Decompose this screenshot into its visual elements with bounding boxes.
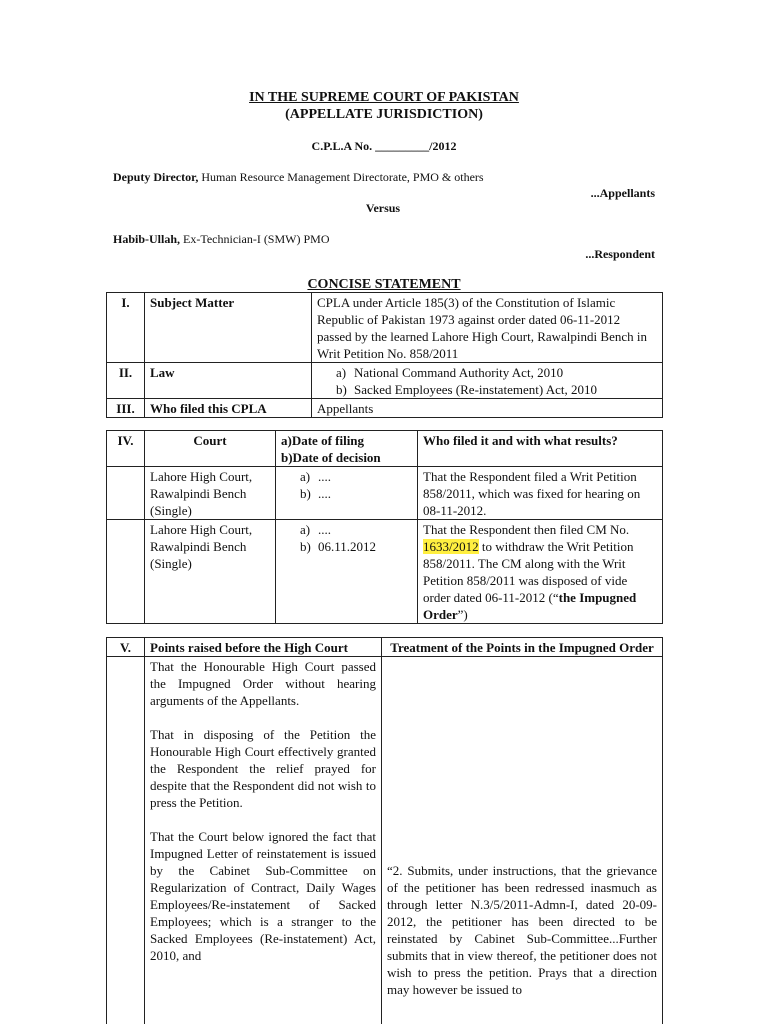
treatment-paragraph: “2. Submits, under instructions, that the grievance of the petitioner has been redressed inasmuch as through letter N.3/5/2011-Admn-I, dated 20-09-2012, the petitioner has been directed to be reinstated by Cabinet Sub-Committee...Further submits that in view thereof, the petitioner does not wish to press the petition. Prays that a direction may however be issued to xyxy=(387,863,657,997)
table-row xyxy=(107,363,663,399)
case-number: C.P.L.A No. _________/2012 xyxy=(311,139,457,153)
row-value: CPLA under Article 185(3) of the Constitution of Islamic Republic of Pakistan 1973 against order dated 06-11-2012 passed by the learned Lahore High Court, Rawalpindi Bench in Writ Petition No. 858/2011 xyxy=(312,293,663,363)
row-label: Law xyxy=(145,363,312,399)
row-label: Who filed this CPLA xyxy=(145,399,312,418)
point-paragraph: That in disposing of the Petition the Honourable High Court effectively granted the Respondent the relief prayed for despite that the Respondent did not wish to press the Petition. xyxy=(150,727,376,810)
versus-label: Versus xyxy=(365,201,401,215)
row-number: III. xyxy=(107,399,145,418)
court-title: IN THE SUPREME COURT OF PAKISTAN xyxy=(249,90,519,105)
table-row xyxy=(107,657,663,1024)
column-header-result: Who filed it and with what results? xyxy=(418,431,663,467)
point-paragraph: That the Court below ignored the fact that Impugned Letter of reinstatement is issued by the Cabinet Sub-Committee on Regularization of Contract, Daily Wages Employees/Re-instatement of Sacked Employees; which is a stranger to the Sacked Employees (Re-instatement) Act, 2010, and xyxy=(150,829,376,963)
treatment-cell xyxy=(382,657,663,1024)
appellant-name: Deputy Director, xyxy=(113,170,199,184)
points-cell xyxy=(145,657,382,1024)
list-item: b) Sacked Employees (Re-instatement) Act, 2010 xyxy=(336,382,597,397)
result-cell: That the Respondent then filed CM No. 1633/2012 to withdraw the Writ Petition 858/2011. The CM along with the Writ Petition 858/2011 was disposed of vide order dated 06-11-2012 (“the Impugned Order”) xyxy=(418,520,663,624)
proceedings-table xyxy=(106,430,663,624)
table-header-row xyxy=(107,638,663,657)
summary-table xyxy=(106,292,663,418)
row-label: Subject Matter xyxy=(145,293,312,363)
row-number: V. xyxy=(107,638,145,657)
highlighted-cm-number: 1633/2012 xyxy=(423,539,479,554)
column-header-treatment: Treatment of the Points in the Impugned Order xyxy=(382,638,663,657)
table-row xyxy=(107,293,663,363)
jurisdiction-title: (APPELLATE JURISDICTION) xyxy=(285,107,483,122)
appellant-line xyxy=(113,169,673,186)
table-header-row xyxy=(107,431,663,467)
row-value: Appellants xyxy=(312,399,663,418)
court-cell: Lahore High Court, Rawalpindi Bench (Single) xyxy=(145,520,276,624)
court-cell: Lahore High Court, Rawalpindi Bench (Single) xyxy=(145,467,276,520)
dates-cell: a) .... b) .... xyxy=(276,467,418,520)
column-header-court: Court xyxy=(145,431,276,467)
table-row xyxy=(107,520,663,624)
row-number: II. xyxy=(107,363,145,399)
row-number: IV. xyxy=(107,431,145,467)
column-header-dates: a)Date of filing b)Date of decision xyxy=(276,431,418,467)
appellants-label: ...Appellants xyxy=(590,186,655,200)
row-number: I. xyxy=(107,293,145,363)
respondent-name: Habib-Ullah, xyxy=(113,232,181,246)
result-cell: That the Respondent filed a Writ Petition 858/2011, which was fixed for hearing on 08-11-2012. xyxy=(418,467,663,520)
respondent-label: ...Respondent xyxy=(585,247,655,261)
points-table xyxy=(106,637,663,1024)
list-item: a) National Command Authority Act, 2010 xyxy=(336,365,564,380)
law-list xyxy=(312,363,663,399)
respondent-description: Ex-Technician-I (SMW) PMO xyxy=(180,232,330,246)
table-row xyxy=(107,399,663,418)
point-paragraph: That the Honourable High Court passed the Impugned Order without hearing arguments of the Appellants. xyxy=(150,659,376,708)
table-row xyxy=(107,467,663,520)
appellant-description: Human Resource Management Directorate, PMO & others xyxy=(198,170,484,184)
column-header-points: Points raised before the High Court xyxy=(145,638,382,657)
dates-cell: a) .... b) 06.11.2012 xyxy=(276,520,418,624)
concise-statement-title: CONCISE STATEMENT xyxy=(307,277,461,292)
